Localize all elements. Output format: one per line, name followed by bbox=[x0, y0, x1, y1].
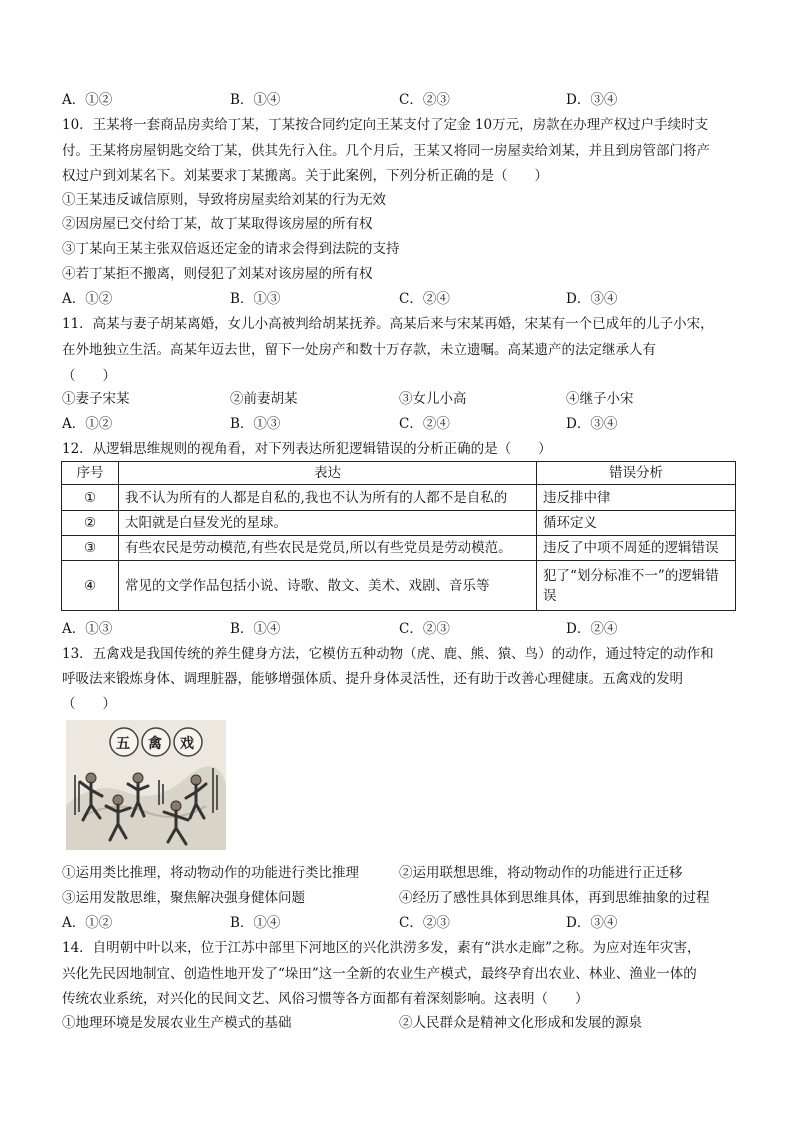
row-no: ④ bbox=[62, 561, 119, 611]
q12-options bbox=[62, 619, 734, 639]
q13-option-d[interactable]: D．③④ bbox=[566, 915, 618, 931]
q11-item-1: ①妻子宋某 bbox=[62, 391, 130, 407]
q13-option-a[interactable]: A．①② bbox=[62, 915, 113, 931]
q11-options bbox=[62, 414, 734, 434]
q13-options bbox=[62, 913, 734, 933]
table-row bbox=[62, 536, 736, 561]
header-expression: 表达 bbox=[119, 462, 537, 485]
q9-option-a[interactable]: A．①② bbox=[62, 92, 113, 108]
q13-item-3: ③运用发散思维，聚焦解决强身健体问题 bbox=[62, 890, 305, 906]
row-error: 循环定义 bbox=[537, 511, 736, 536]
q14-item-2: ②人民群众是精神文化形成和发展的源泉 bbox=[399, 1015, 642, 1031]
q13-stem-line-1: 13．五禽戏是我国传统的养生健身方法，它模仿五种动物（虎、鹿、熊、猿、鸟）的动作，通过特定的动作和 bbox=[62, 646, 714, 662]
q9-options bbox=[62, 90, 734, 110]
table-header-row bbox=[62, 462, 736, 485]
row-no: ① bbox=[62, 485, 119, 511]
q13-stem-line-2: 呼吸法来锻炼身体、调理脏器，能够增强体质、提升身体灵活性，还有助于改善心理健康。五禽戏的发明 bbox=[62, 671, 683, 687]
q12-stem: 12．从逻辑思维规则的视角看，对下列表达所犯逻辑错误的分析正确的是（ ） bbox=[62, 441, 552, 457]
q10-stem-line-3: 权过户到刘某名下。刘某要求丁某搬离。关于此案例，下列分析正确的是（ ） bbox=[62, 168, 548, 184]
q14-item-1: ①地理环境是发展农业生产模式的基础 bbox=[62, 1015, 292, 1031]
q14-items-row-1 bbox=[62, 1013, 734, 1033]
q11-stem-line-2: 在外地独立生活。高某年迈去世，留下一处房产和数十万存款，未立遗嘱。高某遗产的法定继承人有 bbox=[62, 342, 656, 358]
q10-stem-line-2: 付。王某将房屋钥匙交给丁某，供其先行入住。几个月后，王某又将同一房屋卖给刘某，并且到房管部门将产 bbox=[62, 143, 710, 159]
q10-item-3: ③丁某向王某主张双倍返还定金的请求会得到法院的支持 bbox=[62, 241, 400, 257]
q12-option-b[interactable]: B．①④ bbox=[230, 621, 281, 637]
q14-stem-line-3: 传统农业系统，对兴化的民间文艺、风俗习惯等各方面都有着深刻影响。这表明（ ） bbox=[62, 991, 589, 1007]
q11-item-2: ②前妻胡某 bbox=[230, 391, 298, 407]
q10-item-2: ②因房屋已交付给丁某，故丁某取得该房屋的所有权 bbox=[62, 216, 373, 232]
row-no: ③ bbox=[62, 536, 119, 561]
table-row bbox=[62, 511, 736, 536]
q13-stem-line-3: （ ） bbox=[62, 696, 116, 712]
row-expression: 常见的文学作品包括小说、诗歌、散文、美术、戏剧、音乐等 bbox=[119, 561, 537, 611]
q13-items-row-2 bbox=[62, 888, 734, 908]
row-expression: 我不认为所有的人都是自私的,我也不认为所有的人都不是自私的 bbox=[119, 485, 537, 511]
q9-option-c[interactable]: C．②③ bbox=[399, 92, 450, 108]
q12-table bbox=[61, 461, 736, 611]
q12-option-c[interactable]: C．②③ bbox=[399, 621, 450, 637]
header-no: 序号 bbox=[62, 462, 119, 485]
row-expression: 有些农民是劳动模范,有些农民是党员,所以有些党员是劳动模范。 bbox=[119, 536, 537, 561]
figure-char-3: 戏 bbox=[180, 736, 194, 752]
q11-stem-line-3: （ ） bbox=[62, 368, 116, 384]
q10-option-d[interactable]: D．③④ bbox=[566, 291, 618, 307]
q12-option-a[interactable]: A．①③ bbox=[62, 621, 113, 637]
q10-option-c[interactable]: C．②④ bbox=[399, 291, 450, 307]
row-error-line-2: 误 bbox=[543, 587, 557, 604]
wuqinxi-drawing bbox=[66, 720, 226, 850]
q10-option-a[interactable]: A．①② bbox=[62, 291, 113, 307]
q10-item-1: ①王某违反诚信原则，导致将房屋卖给刘某的行为无效 bbox=[62, 192, 386, 208]
figure-char-2: 禽 bbox=[148, 736, 162, 752]
q13-item-1: ①运用类比推理，将动物动作的功能进行类比推理 bbox=[62, 865, 359, 881]
table-row bbox=[62, 485, 736, 511]
q11-stem-line-1: 11．高某与妻子胡某离婚，女儿小高被判给胡某抚养。高某后来与宋某再婚，宋某有一个已成年的儿子小宋， bbox=[62, 316, 714, 332]
q11-option-b[interactable]: B．①③ bbox=[230, 416, 281, 432]
row-error: 违反排中律 bbox=[537, 485, 736, 511]
q13-item-4: ④经历了感性具体到思维具体，再到思维抽象的过程 bbox=[399, 890, 710, 906]
q10-item-4: ④若丁某拒不搬离，则侵犯了刘某对该房屋的所有权 bbox=[62, 266, 373, 282]
row-expression: 太阳就是白昼发光的星球。 bbox=[119, 511, 537, 536]
q13-items-row-1 bbox=[62, 863, 734, 883]
row-no: ② bbox=[62, 511, 119, 536]
q13-item-2: ②运用联想思维，将动物动作的功能进行正迁移 bbox=[399, 865, 683, 881]
q13-option-c[interactable]: C．②③ bbox=[399, 915, 450, 931]
q11-items bbox=[62, 389, 734, 409]
q13-option-b[interactable]: B．①④ bbox=[230, 915, 281, 931]
q10-option-b[interactable]: B．①③ bbox=[230, 291, 281, 307]
q11-option-c[interactable]: C．②④ bbox=[399, 416, 450, 432]
row-error-line-1: 犯了“划分标准不一”的逻辑错 bbox=[543, 567, 719, 584]
q9-option-b[interactable]: B．①④ bbox=[230, 92, 281, 108]
q14-stem-line-1: 14．自明朝中叶以来，位于江苏中部里下河地区的兴化洪涝多发，素有“洪水走廊”之称。为应对连年灾害， bbox=[62, 940, 701, 956]
header-error-analysis: 错误分析 bbox=[537, 462, 736, 485]
q14-stem-line-2: 兴化先民因地制宜、创造性地开发了“垛田”这一全新的农业生产模式，最终孕育出农业、林业、渔业一体的 bbox=[62, 966, 697, 982]
figure-char-1: 五 bbox=[116, 736, 130, 752]
q12-option-d[interactable]: D．②④ bbox=[566, 621, 618, 637]
q9-option-d[interactable]: D．③④ bbox=[566, 92, 618, 108]
q11-item-3: ③女儿小高 bbox=[399, 391, 467, 407]
table-row bbox=[62, 561, 736, 611]
wuqinxi-illustration bbox=[66, 720, 226, 850]
row-error: 违反了中项不周延的逻辑错误 bbox=[537, 536, 736, 561]
q11-option-d[interactable]: D．③④ bbox=[566, 416, 618, 432]
row-error bbox=[537, 561, 736, 611]
q10-stem-line-1: 10．王某将一套商品房卖给丁某，丁某按合同约定向王某支付了定金 10万元，房款在办理产权过户手续时支 bbox=[62, 117, 709, 133]
q11-option-a[interactable]: A．①② bbox=[62, 416, 113, 432]
q10-options bbox=[62, 289, 734, 309]
q11-item-4: ④继子小宋 bbox=[566, 391, 634, 407]
